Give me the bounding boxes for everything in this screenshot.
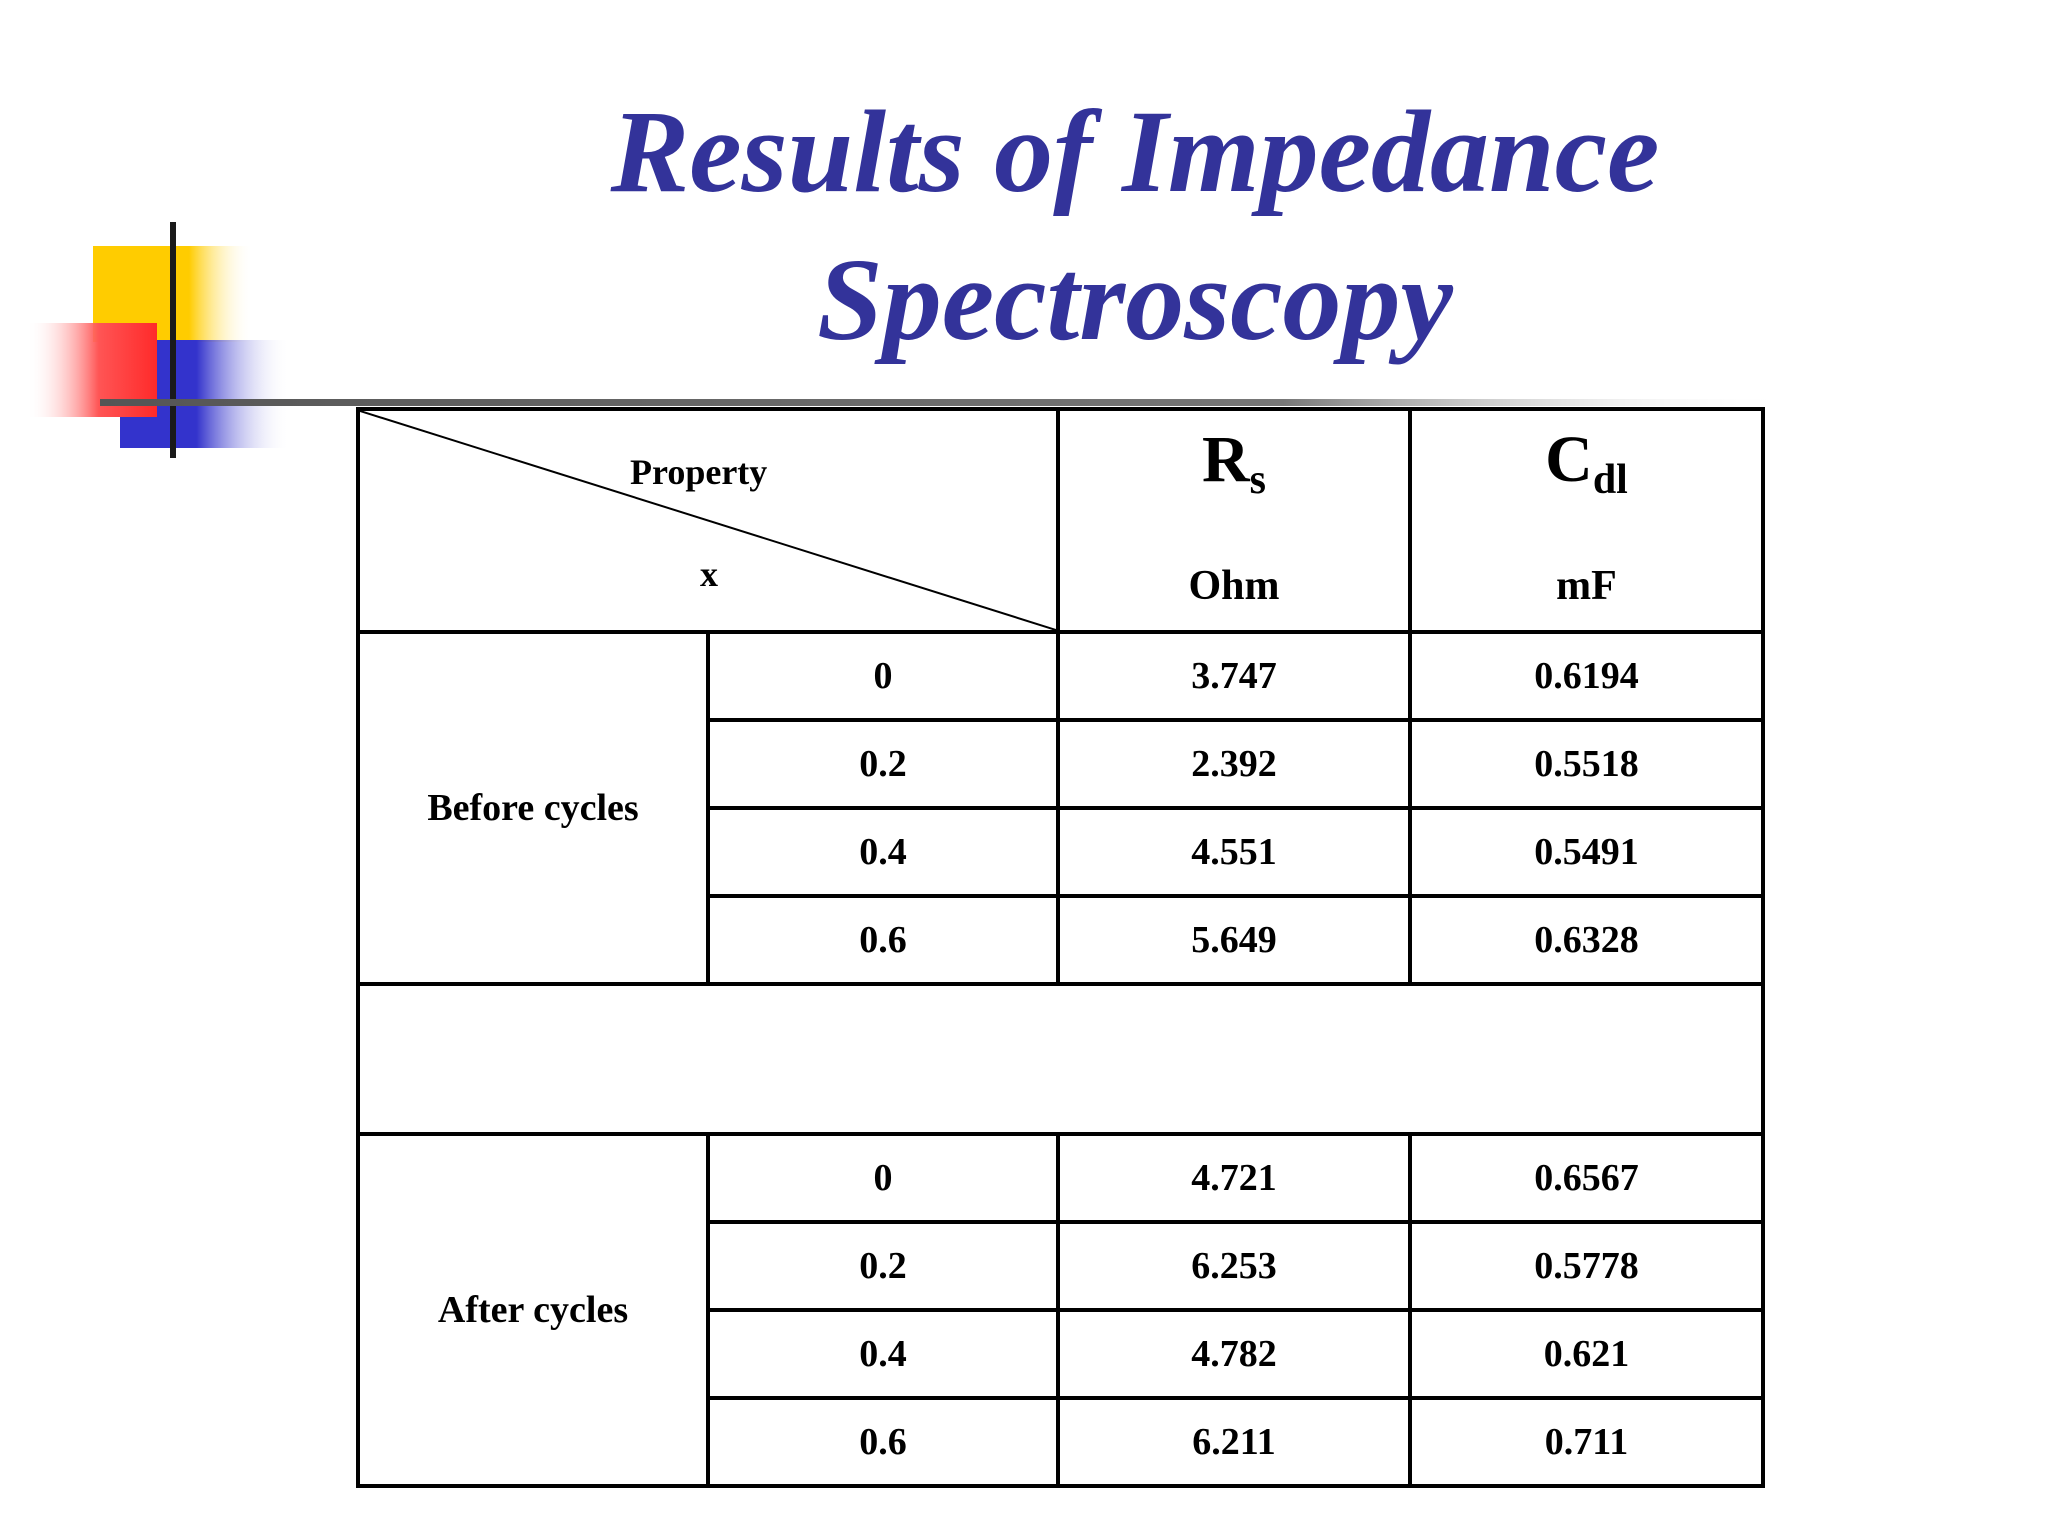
rs-value-cell: 2.392	[1058, 720, 1410, 808]
x-value-cell: 0	[708, 1134, 1058, 1222]
cdl-value-cell: 0.621	[1410, 1310, 1763, 1398]
header-row	[358, 409, 1763, 632]
corner-header-cell	[358, 409, 1058, 632]
slide-title	[460, 78, 1810, 374]
rs-unit: Ohm	[1188, 562, 1280, 609]
table-row	[358, 632, 1763, 720]
x-value-cell: 0.4	[708, 808, 1058, 896]
diagonal-divider	[360, 411, 1056, 630]
group-label-before: Before cycles	[358, 632, 708, 984]
cdl-value-cell: 0.5518	[1410, 720, 1763, 808]
x-value-cell: 0	[708, 632, 1058, 720]
table-row	[358, 1134, 1763, 1222]
spacer-cell	[358, 984, 1763, 1134]
horizontal-rule	[100, 399, 1790, 406]
x-value-cell: 0.4	[708, 1310, 1058, 1398]
x-value-cell: 0.2	[708, 720, 1058, 808]
x-label: x	[700, 554, 718, 594]
rs-value-cell: 3.747	[1058, 632, 1410, 720]
header-cdl	[1410, 409, 1763, 632]
group-label-after: After cycles	[358, 1134, 708, 1486]
title-line-2: Spectroscopy	[817, 234, 1453, 365]
rs-value-cell: 6.211	[1058, 1398, 1410, 1486]
x-value-cell: 0.2	[708, 1222, 1058, 1310]
header-rs	[1058, 409, 1410, 632]
impedance-results-table	[356, 407, 1765, 1488]
title-line-1: Results of Impedance	[610, 86, 1660, 217]
cdl-value-cell: 0.711	[1410, 1398, 1763, 1486]
cdl-value-cell: 0.5491	[1410, 808, 1763, 896]
rs-value-cell: 4.782	[1058, 1310, 1410, 1398]
rs-value-cell: 5.649	[1058, 896, 1410, 984]
rs-symbol: $R_s$	[1201, 422, 1267, 503]
rs-value-cell: 4.551	[1058, 808, 1410, 896]
cdl-value-cell: 0.6328	[1410, 896, 1763, 984]
cdl-value-cell: 0.6567	[1410, 1134, 1763, 1222]
rs-value-cell: 6.253	[1058, 1222, 1410, 1310]
cdl-value-cell: 0.5778	[1410, 1222, 1763, 1310]
spacer-row	[358, 984, 1763, 1134]
property-label: Property	[630, 452, 768, 492]
cdl-symbol: $C_{dl}$	[1545, 422, 1628, 503]
vertical-rule	[170, 222, 176, 458]
x-value-cell: 0.6	[708, 1398, 1058, 1486]
x-value-cell: 0.6	[708, 896, 1058, 984]
rs-value-cell: 4.721	[1058, 1134, 1410, 1222]
cdl-value-cell: 0.6194	[1410, 632, 1763, 720]
cdl-unit: mF	[1556, 562, 1617, 609]
impedance-results-table-container	[356, 407, 1761, 1488]
